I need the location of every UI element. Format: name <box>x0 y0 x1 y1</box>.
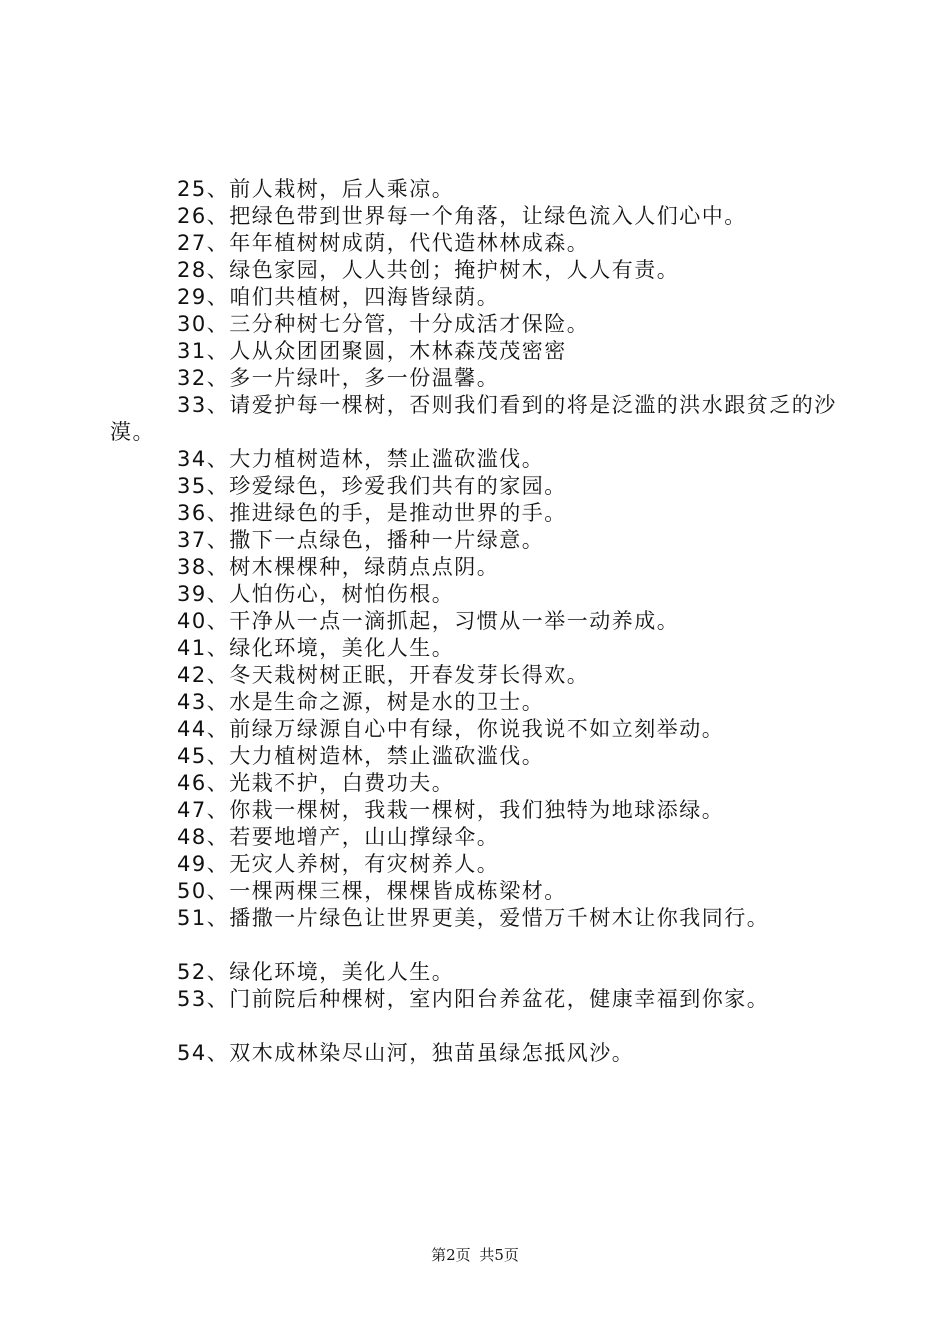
slogan-line: 53、门前院后种棵树，室内阳台养盆花，健康幸福到你家。 <box>177 987 770 1011</box>
slogan-line: 25、前人栽树，后人乘凉。 <box>177 177 455 201</box>
slogan-line: 48、若要地增产，山山撑绿伞。 <box>177 825 500 849</box>
slogan-line: 37、撒下一点绿色，播种一片绿意。 <box>177 528 545 552</box>
slogan-line: 46、光栽不护，白费功夫。 <box>177 771 455 795</box>
slogan-line: 29、咱们共植树，四海皆绿荫。 <box>177 285 500 309</box>
slogan-line: 43、水是生命之源，树是水的卫士。 <box>177 690 545 714</box>
slogan-line: 31、人从众团团聚圆，木林森茂茂密密 <box>177 339 567 363</box>
slogan-line: 41、绿化环境，美化人生。 <box>177 636 455 660</box>
slogan-list <box>110 176 840 1067</box>
slogan-line: 34、大力植树造林，禁止滥砍滥伐。 <box>177 447 545 471</box>
slogan-line: 42、冬天栽树树正眠，开春发芽长得欢。 <box>177 663 590 687</box>
slogan-line: 36、推进绿色的手，是推动世界的手。 <box>177 501 567 525</box>
page-total: 共5页 <box>479 1246 519 1264</box>
slogan-line: 47、你栽一棵树，我栽一棵树，我们独特为地球添绿。 <box>177 798 725 822</box>
slogan-line: 49、无灾人养树，有灾树养人。 <box>177 852 500 876</box>
slogan-line: 33、请爱护每一棵树，否则我们看到的将是泛滥的洪水跟贫乏的沙漠。 <box>110 393 837 444</box>
slogan-line: 32、多一片绿叶，多一份温馨。 <box>177 366 500 390</box>
page-footer <box>0 1244 950 1265</box>
slogan-line: 45、大力植树造林，禁止滥砍滥伐。 <box>177 744 545 768</box>
slogan-line: 27、年年植树树成荫，代代造林林成森。 <box>177 231 590 255</box>
slogan-line: 35、珍爱绿色，珍爱我们共有的家园。 <box>177 474 567 498</box>
slogan-line: 52、绿化环境，美化人生。 <box>177 960 455 984</box>
slogan-line: 51、播撒一片绿色让世界更美，爱惜万千树木让你我同行。 <box>177 906 770 930</box>
slogan-line: 44、前绿万绿源自心中有绿，你说我说不如立刻举动。 <box>177 717 725 741</box>
slogan-line: 26、把绿色带到世界每一个角落，让绿色流入人们心中。 <box>177 204 747 228</box>
slogan-line: 38、树木棵棵种，绿荫点点阴。 <box>177 555 500 579</box>
slogan-line: 54、双木成林染尽山河，独苗虽绿怎抵风沙。 <box>177 1041 635 1065</box>
slogan-line: 28、绿色家园，人人共创；掩护树木，人人有责。 <box>177 258 680 282</box>
slogan-line: 30、三分种树七分管，十分成活才保险。 <box>177 312 590 336</box>
page-number: 第2页 <box>431 1246 471 1264</box>
slogan-line: 40、干净从一点一滴抓起，习惯从一举一动养成。 <box>177 609 680 633</box>
slogan-line: 50、一棵两棵三棵，棵棵皆成栋梁材。 <box>177 879 567 903</box>
slogan-line: 39、人怕伤心，树怕伤根。 <box>177 582 455 606</box>
